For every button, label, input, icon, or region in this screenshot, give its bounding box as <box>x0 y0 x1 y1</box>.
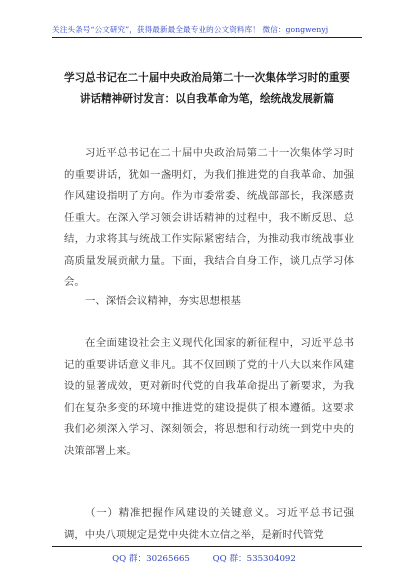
footer <box>0 552 408 564</box>
paragraph-section-1: 在全面建设社会主义现代化国家的新征程中，习近平总书记的重要讲话意义非凡。其不仅回顾了党的十八大以来作风建设的显著成效，更对新时代党的自我革命提出了新要求，为我们在复杂多变的环境中推进党的建设提供了根本遵循。这要求我们必须深入学习、深刻领会，将思想和行动统一到党中央的决策部署上来。 <box>64 337 354 457</box>
header-divider <box>52 37 362 38</box>
paragraph-intro: 习近平总书记在二十届中央政治局第二十一次集体学习时的重要讲话，犹如一盏明灯，为我们推进党的自我革命、加强作风建设指明了方向。作为市委常委、统战部部长，我深感责任重大。在深入学习领会讲话精神的过程中，我不断反思、总结，力求将其与统战工作实际紧密结合，为推动我市统战事业高质量发展贡献力量。下面，我结合自身工作，谈几点学习体会。 <box>64 147 354 288</box>
document-title: 学习总书记在二十届中央政治局第二十一次集体学习时的重要讲话精神研讨发言：以自我革命为笔，绘统战发展新篇 <box>63 72 351 105</box>
footer-divider <box>52 546 362 547</box>
section-heading-1: 一、深悟会议精神，夯实思想根基 <box>85 295 241 307</box>
footer-qq-group-1: QQ 群：30265665 <box>112 554 190 564</box>
footer-qq-group-2: QQ 群：535304092 <box>212 554 296 564</box>
paragraph-subsection-1: （一）精准把握作风建设的关键意义。习近平总书记强调，中央八项规定是党中央徙木立信之举，是新时代管党 <box>64 507 354 541</box>
header-promo-note: 关注头条号“公文研究”，获得最新最全最专业的公文资料库！ 微信：gongwenyj <box>52 25 329 34</box>
